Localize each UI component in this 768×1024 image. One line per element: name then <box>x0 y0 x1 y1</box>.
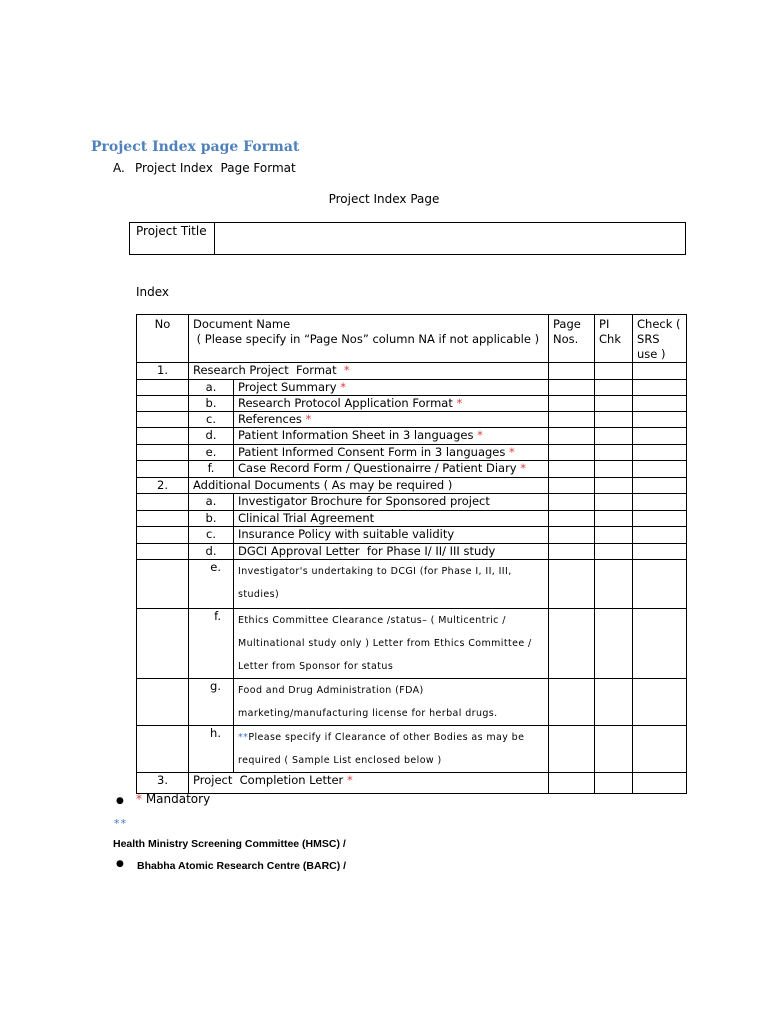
table-row <box>137 412 687 428</box>
hmsc-note: Health Ministry Screening Committee (HMSC) / <box>113 838 346 850</box>
project-title-table <box>129 222 686 255</box>
pi-chk-cell[interactable] <box>595 396 633 412</box>
mandatory-marker: * <box>343 363 350 377</box>
index-table <box>136 314 687 794</box>
pi-chk-cell[interactable] <box>595 445 633 461</box>
document-name-text: References <box>238 412 306 426</box>
document-name-cell <box>189 773 549 794</box>
row-number <box>137 380 189 396</box>
section-title: Project Index Page Format <box>135 161 296 175</box>
table-row <box>137 478 687 494</box>
document-name-text: Additional Documents ( As may be required ) <box>193 478 453 492</box>
document-name-text: Research Protocol Application Format <box>238 396 457 410</box>
table-row <box>137 560 687 609</box>
check-cell[interactable] <box>633 428 687 445</box>
section-heading <box>113 161 296 175</box>
bullet-icon: ● <box>116 859 124 869</box>
row-sub-letter: a. <box>189 380 234 396</box>
document-name-text: Case Record Form / Questionairre / Patient Diary <box>238 461 521 475</box>
mandatory-marker: * <box>340 380 346 394</box>
document-name-cell <box>234 679 549 726</box>
document-name-cell <box>234 494 549 511</box>
table-row <box>137 428 687 445</box>
clearance-star: ** <box>238 732 249 743</box>
row-number <box>137 494 189 511</box>
pi-chk-cell[interactable] <box>595 428 633 445</box>
row-number: 1. <box>137 363 189 380</box>
table-row <box>137 494 687 511</box>
row-sub-letter: d. <box>189 428 234 445</box>
mandatory-marker: * <box>477 428 483 442</box>
pi-chk-cell[interactable] <box>595 527 633 544</box>
page-nos-cell[interactable] <box>549 363 595 380</box>
mandatory-star: * <box>136 792 142 806</box>
check-cell[interactable] <box>633 527 687 544</box>
index-label: Index <box>136 285 170 299</box>
row-number <box>137 609 189 679</box>
document-name-cell <box>234 412 549 428</box>
check-cell[interactable] <box>633 544 687 560</box>
page-nos-cell[interactable] <box>549 380 595 396</box>
row-number <box>137 396 189 412</box>
table-row <box>137 527 687 544</box>
page-nos-cell[interactable] <box>549 461 595 478</box>
page-nos-cell[interactable] <box>549 478 595 494</box>
bullet-icon: ● <box>116 796 124 806</box>
row-number <box>137 412 189 428</box>
table-row <box>137 461 687 478</box>
check-cell[interactable] <box>633 494 687 511</box>
row-sub-letter: h. <box>189 726 234 773</box>
double-star-note: ** <box>114 817 127 830</box>
row-number <box>137 726 189 773</box>
document-name-text: Insurance Policy with suitable validity <box>238 527 455 541</box>
row-number: 2. <box>137 478 189 494</box>
document-name-text: Food and Drug Administration (FDA) marketing/manufacturing license for herbal drugs. <box>238 685 498 719</box>
check-cell[interactable] <box>633 445 687 461</box>
table-row <box>137 511 687 527</box>
document-name-cell <box>189 478 549 494</box>
document-name-text: Research Project Format <box>193 363 344 377</box>
table-row <box>137 773 687 794</box>
page-nos-cell[interactable] <box>549 726 595 773</box>
row-number <box>137 560 189 609</box>
page-nos-cell[interactable] <box>549 428 595 445</box>
row-sub-letter: c. <box>189 527 234 544</box>
pi-chk-cell[interactable] <box>595 773 633 794</box>
document-name-text: Please specify if Clearance of other Bodies as may be required ( Sample List enclosed below ) <box>238 732 528 766</box>
row-sub-letter: b. <box>189 511 234 527</box>
document-name-cell <box>234 396 549 412</box>
document-name-text: Project Summary <box>238 380 341 394</box>
pi-chk-cell[interactable] <box>595 363 633 380</box>
check-cell[interactable] <box>633 461 687 478</box>
row-sub-letter: a. <box>189 494 234 511</box>
document-name-cell <box>234 726 549 773</box>
row-sub-letter: f. <box>189 461 234 478</box>
header-page-nos: Page Nos. <box>549 315 595 363</box>
document-name-text: Patient Information Sheet in 3 languages <box>238 428 478 442</box>
pi-chk-cell[interactable] <box>595 412 633 428</box>
row-sub-letter: g. <box>189 679 234 726</box>
row-number <box>137 461 189 478</box>
barc-note: Bhabha Atomic Research Centre (BARC) / <box>137 860 347 872</box>
document-name-cell <box>234 380 549 396</box>
row-sub-letter: c. <box>189 412 234 428</box>
mandatory-note <box>136 792 210 806</box>
mandatory-text: Mandatory <box>142 792 211 806</box>
mandatory-marker: * <box>456 396 463 410</box>
document-name-text: Patient Informed Consent Form in 3 languages <box>238 445 510 459</box>
table-row <box>137 726 687 773</box>
row-number <box>137 527 189 544</box>
pi-chk-cell[interactable] <box>595 560 633 609</box>
row-number <box>137 428 189 445</box>
pi-chk-cell[interactable] <box>595 544 633 560</box>
header-no: No <box>137 315 189 363</box>
check-cell[interactable] <box>633 773 687 794</box>
page-nos-cell[interactable] <box>549 527 595 544</box>
table-row <box>137 363 687 380</box>
document-name-cell <box>234 511 549 527</box>
page-nos-cell[interactable] <box>549 445 595 461</box>
table-row <box>137 396 687 412</box>
page-nos-cell[interactable] <box>549 544 595 560</box>
check-cell[interactable] <box>633 560 687 609</box>
check-cell[interactable] <box>633 478 687 494</box>
row-number <box>137 544 189 560</box>
document-name-cell <box>234 428 549 445</box>
mandatory-marker: * <box>520 461 527 475</box>
page-nos-cell[interactable] <box>549 773 595 794</box>
page-nos-cell[interactable] <box>549 412 595 428</box>
document-name-cell <box>234 560 549 609</box>
document-name-text: Investigator Brochure for Sponsored project <box>238 494 490 508</box>
row-number <box>137 511 189 527</box>
check-cell[interactable] <box>633 412 687 428</box>
mandatory-marker: * <box>305 412 312 426</box>
row-number: 3. <box>137 773 189 794</box>
header-check: Check ( SRS use ) <box>633 315 687 363</box>
pi-chk-cell[interactable] <box>595 478 633 494</box>
pi-chk-cell[interactable] <box>595 494 633 511</box>
document-name-cell <box>234 461 549 478</box>
row-sub-letter: e. <box>189 445 234 461</box>
document-name-text: Project Completion Letter <box>193 773 347 787</box>
page-nos-cell[interactable] <box>549 609 595 679</box>
table-row <box>137 445 687 461</box>
row-number <box>137 445 189 461</box>
check-cell[interactable] <box>633 609 687 679</box>
table-row <box>137 380 687 396</box>
index-header-row <box>137 315 687 363</box>
document-name-cell <box>234 609 549 679</box>
pi-chk-cell[interactable] <box>595 726 633 773</box>
project-title-label: Project Title <box>130 223 215 255</box>
header-document-name-title: Document Name <box>193 317 291 331</box>
table-row <box>137 679 687 726</box>
row-sub-letter: b. <box>189 396 234 412</box>
row-sub-letter: e. <box>189 560 234 609</box>
page-nos-cell[interactable] <box>549 511 595 527</box>
header-document-name-note: ( Please specify in “Page Nos” column NA if not applicable ) <box>193 332 540 346</box>
header-pi-chk: PI Chk <box>595 315 633 363</box>
pi-chk-cell[interactable] <box>595 609 633 679</box>
document-name-cell <box>234 544 549 560</box>
row-sub-letter: f. <box>189 609 234 679</box>
document-name-cell <box>189 363 549 380</box>
check-cell[interactable] <box>633 511 687 527</box>
check-cell[interactable] <box>633 363 687 380</box>
document-heading: Project Index page Format <box>91 139 300 155</box>
document-name-cell <box>234 445 549 461</box>
table-row <box>137 544 687 560</box>
pi-chk-cell[interactable] <box>595 679 633 726</box>
row-number <box>137 679 189 726</box>
page-caption: Project Index Page <box>328 192 440 206</box>
page-nos-cell[interactable] <box>549 494 595 511</box>
document-name-text: Ethics Committee Clearance /status– ( Multicentric / Multinational study only ) Letter from Ethics Committee / Letter from Sponsor for status <box>238 615 536 672</box>
page-nos-cell[interactable] <box>549 396 595 412</box>
section-letter: A. <box>113 161 125 175</box>
row-sub-letter: d. <box>189 544 234 560</box>
index-body <box>137 363 687 794</box>
document-name-text: Clinical Trial Agreement <box>238 511 375 525</box>
check-cell[interactable] <box>633 726 687 773</box>
check-cell[interactable] <box>633 396 687 412</box>
header-document-name <box>189 315 549 363</box>
mandatory-marker: * <box>346 773 353 787</box>
project-title-value-cell[interactable] <box>215 223 686 255</box>
document-name-text: DGCI Approval Letter for Phase I/ II/ III study <box>238 544 496 558</box>
check-cell[interactable] <box>633 380 687 396</box>
pi-chk-cell[interactable] <box>595 380 633 396</box>
pi-chk-cell[interactable] <box>595 511 633 527</box>
page-nos-cell[interactable] <box>549 679 595 726</box>
mandatory-marker: * <box>509 445 515 459</box>
table-row <box>137 609 687 679</box>
check-cell[interactable] <box>633 679 687 726</box>
document-name-cell <box>234 527 549 544</box>
pi-chk-cell[interactable] <box>595 461 633 478</box>
page-nos-cell[interactable] <box>549 560 595 609</box>
document-name-text: Investigator's undertaking to DCGI (for Phase I, II, III, studies) <box>238 566 516 600</box>
